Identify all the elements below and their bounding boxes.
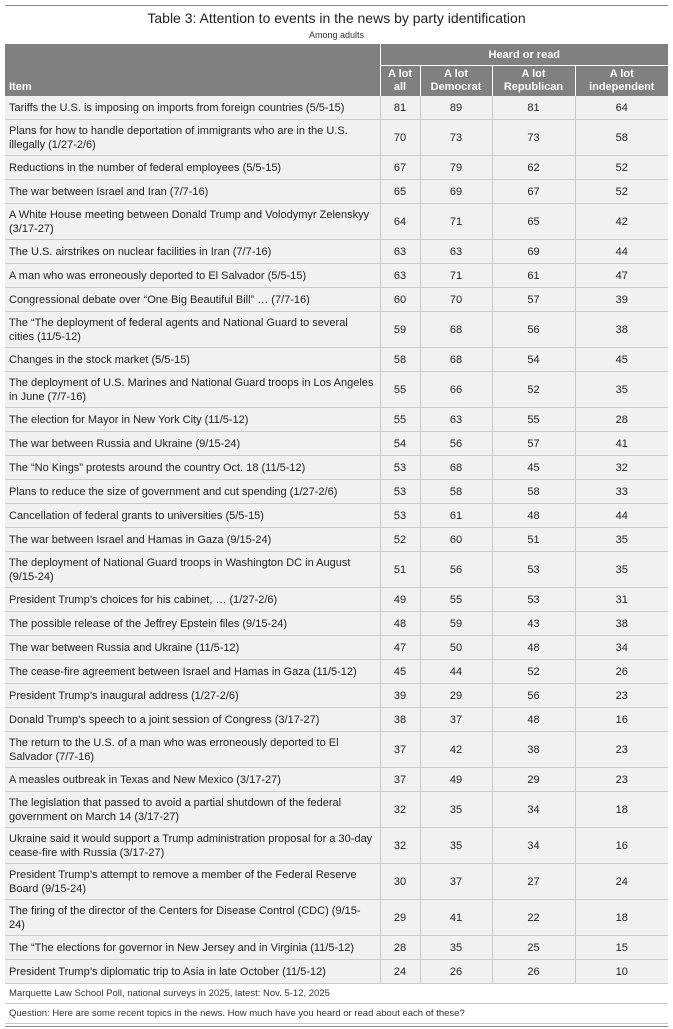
independent-cell: 35	[575, 372, 668, 408]
independent-cell: 33	[575, 480, 668, 504]
all-cell: 59	[380, 312, 420, 348]
democrat-cell: 37	[420, 864, 492, 900]
item-cell: The war between Russia and Ukraine (11/5-12)	[5, 636, 380, 660]
all-cell: 29	[380, 900, 420, 936]
table-footer	[5, 984, 668, 1024]
table-row	[5, 864, 668, 900]
democrat-cell: 50	[420, 636, 492, 660]
democrat-cell: 44	[420, 660, 492, 684]
republican-cell: 51	[492, 528, 575, 552]
item-cell: The “The deployment of federal agents and National Guard to several cities (11/5-12)	[5, 312, 380, 348]
democrat-cell: 89	[420, 96, 492, 120]
table-row	[5, 240, 668, 264]
republican-cell: 55	[492, 408, 575, 432]
republican-cell: 48	[492, 504, 575, 528]
item-cell: Plans to reduce the size of government and cut spending (1/27-2/6)	[5, 480, 380, 504]
republican-cell: 57	[492, 288, 575, 312]
republican-cell: 61	[492, 264, 575, 288]
table-row	[5, 372, 668, 408]
independent-cell: 23	[575, 732, 668, 768]
all-cell: 53	[380, 504, 420, 528]
item-cell: The war between Israel and Iran (7/7-16)	[5, 180, 380, 204]
table-title: Table 3: Attention to events in the news by party identification	[147, 10, 526, 26]
column-header-all: A lot all	[380, 66, 420, 97]
table-subtitle: Among adults	[308, 30, 365, 40]
all-cell: 52	[380, 528, 420, 552]
democrat-cell: 56	[420, 432, 492, 456]
all-cell: 55	[380, 372, 420, 408]
item-cell: A White House meeting between Donald Trump and Volodymyr Zelenskyy (3/17-27)	[5, 204, 380, 240]
democrat-cell: 68	[420, 456, 492, 480]
democrat-cell: 63	[420, 408, 492, 432]
all-cell: 37	[380, 732, 420, 768]
republican-cell: 53	[492, 588, 575, 612]
republican-cell: 48	[492, 636, 575, 660]
table-row	[5, 432, 668, 456]
democrat-cell: 55	[420, 588, 492, 612]
republican-cell: 73	[492, 120, 575, 156]
table-row	[5, 828, 668, 864]
democrat-cell: 35	[420, 792, 492, 828]
all-cell: 58	[380, 348, 420, 372]
item-cell: The U.S. airstrikes on nuclear facilities in Iran (7/7-16)	[5, 240, 380, 264]
all-cell: 51	[380, 552, 420, 588]
all-cell: 81	[380, 96, 420, 120]
all-cell: 28	[380, 936, 420, 960]
item-cell: The possible release of the Jeffrey Epstein files (9/15-24)	[5, 612, 380, 636]
republican-cell: 53	[492, 552, 575, 588]
all-cell: 65	[380, 180, 420, 204]
independent-cell: 32	[575, 456, 668, 480]
republican-cell: 81	[492, 96, 575, 120]
independent-cell: 64	[575, 96, 668, 120]
democrat-cell: 70	[420, 288, 492, 312]
democrat-cell: 69	[420, 180, 492, 204]
democrat-cell: 26	[420, 960, 492, 984]
democrat-cell: 73	[420, 120, 492, 156]
republican-cell: 22	[492, 900, 575, 936]
republican-cell: 43	[492, 612, 575, 636]
column-header-republican: A lot Republican	[492, 66, 575, 97]
item-cell: President Trump’s diplomatic trip to Asia in late October (11/5-12)	[5, 960, 380, 984]
republican-cell: 48	[492, 708, 575, 732]
item-column-header: Item	[5, 44, 380, 96]
independent-cell: 47	[575, 264, 668, 288]
table-row	[5, 636, 668, 660]
table-row	[5, 900, 668, 936]
independent-cell: 28	[575, 408, 668, 432]
republican-cell: 69	[492, 240, 575, 264]
republican-cell: 29	[492, 768, 575, 792]
table-row	[5, 792, 668, 828]
independent-cell: 23	[575, 684, 668, 708]
independent-cell: 10	[575, 960, 668, 984]
democrat-cell: 68	[420, 312, 492, 348]
bottom-rule	[5, 1026, 668, 1027]
republican-cell: 54	[492, 348, 575, 372]
democrat-cell: 68	[420, 348, 492, 372]
republican-cell: 58	[492, 480, 575, 504]
all-cell: 53	[380, 456, 420, 480]
table-row	[5, 288, 668, 312]
table-row	[5, 660, 668, 684]
all-cell: 70	[380, 120, 420, 156]
item-cell: President Trump’s inaugural address (1/27-2/6)	[5, 684, 380, 708]
table-row	[5, 348, 668, 372]
independent-cell: 31	[575, 588, 668, 612]
question-note: Question: Here are some recent topics in the news. How much have you heard or read about each of these?	[5, 1004, 668, 1024]
democrat-cell: 61	[420, 504, 492, 528]
table-row	[5, 552, 668, 588]
all-cell: 37	[380, 768, 420, 792]
column-header-democrat: A lot Democrat	[420, 66, 492, 97]
independent-cell: 58	[575, 120, 668, 156]
democrat-cell: 41	[420, 900, 492, 936]
table-row	[5, 708, 668, 732]
democrat-cell: 71	[420, 204, 492, 240]
independent-cell: 16	[575, 828, 668, 864]
republican-cell: 25	[492, 936, 575, 960]
independent-cell: 23	[575, 768, 668, 792]
independent-cell: 45	[575, 348, 668, 372]
all-cell: 55	[380, 408, 420, 432]
democrat-cell: 42	[420, 732, 492, 768]
results-table	[5, 44, 668, 984]
democrat-cell: 63	[420, 240, 492, 264]
independent-cell: 38	[575, 312, 668, 348]
republican-cell: 57	[492, 432, 575, 456]
table-row	[5, 936, 668, 960]
democrat-cell: 56	[420, 552, 492, 588]
independent-cell: 39	[575, 288, 668, 312]
all-cell: 39	[380, 684, 420, 708]
table-row	[5, 732, 668, 768]
all-cell: 54	[380, 432, 420, 456]
item-cell: The legislation that passed to avoid a partial shutdown of the federal government on March 14 (3/17-27)	[5, 792, 380, 828]
all-cell: 60	[380, 288, 420, 312]
independent-cell: 34	[575, 636, 668, 660]
democrat-cell: 37	[420, 708, 492, 732]
table-row	[5, 612, 668, 636]
table-row	[5, 528, 668, 552]
table-row	[5, 456, 668, 480]
item-cell: The firing of the director of the Centers for Disease Control (CDC) (9/15-24)	[5, 900, 380, 936]
republican-cell: 27	[492, 864, 575, 900]
item-cell: Donald Trump’s speech to a joint session of Congress (3/17-27)	[5, 708, 380, 732]
democrat-cell: 58	[420, 480, 492, 504]
all-cell: 32	[380, 792, 420, 828]
republican-cell: 34	[492, 792, 575, 828]
all-cell: 53	[380, 480, 420, 504]
all-cell: 24	[380, 960, 420, 984]
independent-cell: 18	[575, 792, 668, 828]
item-cell: Cancellation of federal grants to universities (5/5-15)	[5, 504, 380, 528]
item-cell: The cease-fire agreement between Israel and Hamas in Gaza (11/5-12)	[5, 660, 380, 684]
democrat-cell: 35	[420, 936, 492, 960]
republican-cell: 52	[492, 660, 575, 684]
republican-cell: 34	[492, 828, 575, 864]
independent-cell: 35	[575, 552, 668, 588]
table-row	[5, 960, 668, 984]
table-row	[5, 312, 668, 348]
republican-cell: 62	[492, 156, 575, 180]
source-note: Marquette Law School Poll, national surveys in 2025, latest: Nov. 5-12, 2025	[5, 984, 668, 1004]
all-cell: 64	[380, 204, 420, 240]
democrat-cell: 59	[420, 612, 492, 636]
all-cell: 32	[380, 828, 420, 864]
table-row	[5, 768, 668, 792]
independent-cell: 44	[575, 240, 668, 264]
table-row	[5, 264, 668, 288]
table-row	[5, 480, 668, 504]
democrat-cell: 49	[420, 768, 492, 792]
all-cell: 47	[380, 636, 420, 660]
all-cell: 38	[380, 708, 420, 732]
item-cell: The deployment of National Guard troops in Washington DC in August (9/15-24)	[5, 552, 380, 588]
item-cell: Changes in the stock market (5/5-15)	[5, 348, 380, 372]
table-row	[5, 156, 668, 180]
independent-cell: 41	[575, 432, 668, 456]
democrat-cell: 79	[420, 156, 492, 180]
item-cell: Reductions in the number of federal employees (5/5-15)	[5, 156, 380, 180]
table-container	[5, 5, 668, 1027]
table-row	[5, 684, 668, 708]
independent-cell: 42	[575, 204, 668, 240]
independent-cell: 52	[575, 156, 668, 180]
column-header-independent: A lot independent	[575, 66, 668, 97]
republican-cell: 52	[492, 372, 575, 408]
democrat-cell: 35	[420, 828, 492, 864]
all-cell: 63	[380, 240, 420, 264]
independent-cell: 44	[575, 504, 668, 528]
republican-cell: 45	[492, 456, 575, 480]
item-cell: President Trump’s attempt to remove a member of the Federal Reserve Board (9/15-24)	[5, 864, 380, 900]
table-body	[5, 96, 668, 984]
all-cell: 45	[380, 660, 420, 684]
item-cell: The election for Mayor in New York City (11/5-12)	[5, 408, 380, 432]
all-cell: 48	[380, 612, 420, 636]
republican-cell: 56	[492, 684, 575, 708]
item-cell: President Trump’s choices for his cabinet, … (1/27-2/6)	[5, 588, 380, 612]
independent-cell: 15	[575, 936, 668, 960]
independent-cell: 24	[575, 864, 668, 900]
table-row	[5, 588, 668, 612]
item-cell: The deployment of U.S. Marines and National Guard troops in Los Angeles in June (7/7-16)	[5, 372, 380, 408]
all-cell: 67	[380, 156, 420, 180]
item-cell: Plans for how to handle deportation of immigrants who are in the U.S. illegally (1/27-2/6)	[5, 120, 380, 156]
democrat-cell: 66	[420, 372, 492, 408]
table-row	[5, 96, 668, 120]
republican-cell: 26	[492, 960, 575, 984]
republican-cell: 67	[492, 180, 575, 204]
item-cell: Ukraine said it would support a Trump administration proposal for a 30-day cease-fire with Russia (3/17-27)	[5, 828, 380, 864]
top-rule	[5, 5, 668, 6]
item-cell: The return to the U.S. of a man who was erroneously deported to El Salvador (7/7-16)	[5, 732, 380, 768]
item-cell: Tariffs the U.S. is imposing on imports from foreign countries (5/5-15)	[5, 96, 380, 120]
table-row	[5, 504, 668, 528]
item-cell: The “The elections for governor in New Jersey and in Virginia (11/5-12)	[5, 936, 380, 960]
all-cell: 49	[380, 588, 420, 612]
table-row	[5, 408, 668, 432]
item-cell: The “No Kings” protests around the country Oct. 18 (11/5-12)	[5, 456, 380, 480]
independent-cell: 18	[575, 900, 668, 936]
all-cell: 30	[380, 864, 420, 900]
item-cell: A man who was erroneously deported to El Salvador (5/5-15)	[5, 264, 380, 288]
item-cell: The war between Israel and Hamas in Gaza (9/15-24)	[5, 528, 380, 552]
democrat-cell: 29	[420, 684, 492, 708]
item-cell: The war between Russia and Ukraine (9/15-24)	[5, 432, 380, 456]
table-row	[5, 180, 668, 204]
democrat-cell: 71	[420, 264, 492, 288]
all-cell: 63	[380, 264, 420, 288]
independent-cell: 26	[575, 660, 668, 684]
independent-cell: 52	[575, 180, 668, 204]
heard-or-read-header: Heard or read	[380, 44, 668, 66]
table-row	[5, 204, 668, 240]
republican-cell: 65	[492, 204, 575, 240]
republican-cell: 38	[492, 732, 575, 768]
republican-cell: 56	[492, 312, 575, 348]
independent-cell: 38	[575, 612, 668, 636]
democrat-cell: 60	[420, 528, 492, 552]
item-cell: Congressional debate over “One Big Beautiful Bill” … (7/7-16)	[5, 288, 380, 312]
item-cell: A measles outbreak in Texas and New Mexico (3/17-27)	[5, 768, 380, 792]
independent-cell: 16	[575, 708, 668, 732]
independent-cell: 35	[575, 528, 668, 552]
table-row	[5, 120, 668, 156]
